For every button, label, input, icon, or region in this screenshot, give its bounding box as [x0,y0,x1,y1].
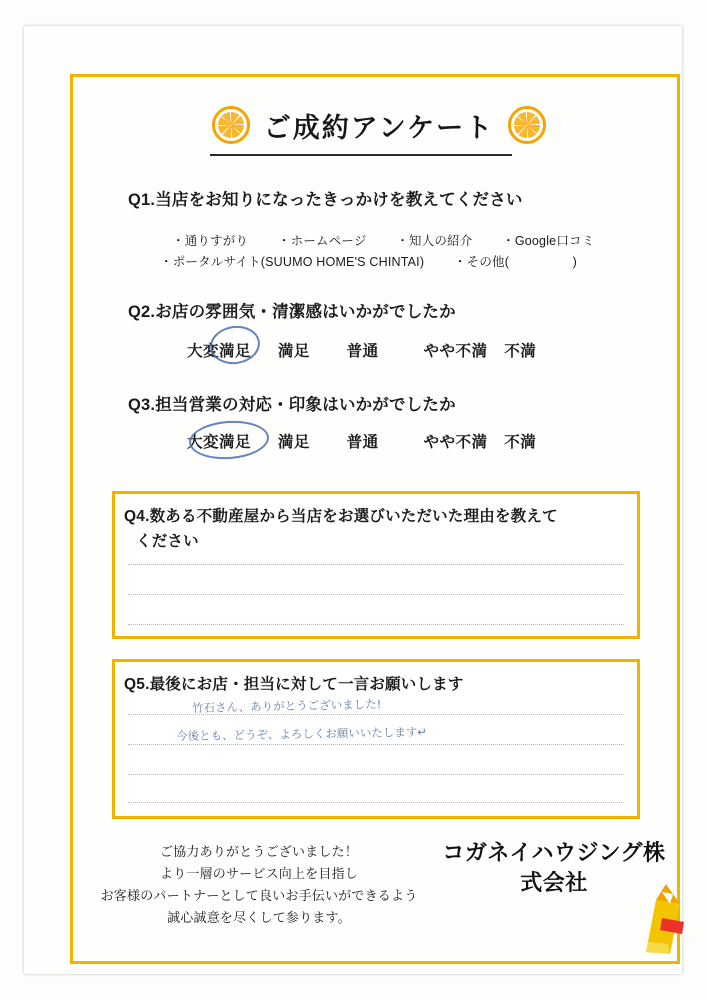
q1-option-portal-site[interactable]: ・ポータルサイト(SUUMO HOME'S CHINTAI) [160,255,425,269]
question-3-scale [187,430,554,452]
footer-message-line3: お客様のパートナーとして良いお手伝いができるよう [100,888,418,903]
orange-slice-icon [212,106,250,144]
question-1-options-row2 [160,252,603,270]
question-3-heading: Q3.担当営業の対応・印象はいかがでしたか [128,396,456,414]
q5-writing-line [128,802,624,803]
q2-scale-very-satisfied[interactable]: 大変満足 [187,343,252,360]
question-5-heading: Q5.最後にお店・担当に対して一言お願いします [124,676,464,693]
pencil-icon [640,882,696,954]
q5-handwritten-line2: 今後とも、どうぞ、よろしくお願いいたします↵ [175,724,428,744]
question-1-heading: Q1.当店をお知りになったきっかけを教えてください [128,191,523,209]
company-name-line2: 式会社 [520,870,588,895]
footer-thank-you-message [94,841,424,929]
footer-message-line1: ご協力ありがとうございました！ [159,844,358,859]
q1-option-other[interactable]: ・その他( ) [453,255,577,269]
q2-scale-satisfied[interactable]: 満足 [277,343,310,360]
q5-handwritten-line1: 竹石さん、ありがとうございました! [191,697,382,715]
page-title-row [199,100,559,150]
q5-writing-line [128,774,624,775]
company-name-line1: コガネイハウジング株 [442,840,666,865]
q3-scale-neutral[interactable]: 普通 [346,434,379,451]
question-2-heading: Q2.お店の雰囲気・清潔感はいかがでしたか [128,303,456,321]
q2-scale-dissatisfied[interactable]: 不満 [504,343,537,360]
q3-scale-satisfied[interactable]: 満足 [277,434,310,451]
orange-slice-icon [508,106,546,144]
q3-scale-very-satisfied[interactable]: 大変満足 [187,434,252,451]
q2-scale-somewhat-dissatisfied[interactable]: やや不満 [423,343,488,360]
footer-message-line2: より一層のサービス向上を目指し [159,866,358,881]
question-4-heading-line1: Q4.数ある不動産屋から当店をお選びいただいた理由を教えて [124,508,558,525]
q1-option-passerby[interactable]: ・通りすがり [172,234,249,248]
question-1-options-row1 [172,231,620,249]
q5-writing-line [128,744,624,745]
question-2-scale [187,339,554,361]
q1-option-google-review[interactable]: ・Google口コミ [502,234,595,248]
q3-scale-somewhat-dissatisfied[interactable]: やや不満 [423,434,488,451]
q4-writing-line [128,624,624,625]
paper-sheet [24,26,682,974]
page-title: ご成約アンケート [263,112,495,143]
q3-scale-dissatisfied[interactable]: 不満 [504,434,537,451]
q4-writing-line [128,564,624,565]
footer-message-line4: 誠心誠意を尽くして参ります。 [167,910,351,925]
title-underline [210,154,512,156]
q4-writing-line [128,594,624,595]
question-4-heading-line2: ください [136,533,199,550]
q1-option-homepage[interactable]: ・ホームページ [277,234,367,248]
q2-scale-neutral[interactable]: 普通 [346,343,379,360]
q1-option-referral[interactable]: ・知人の紹介 [396,234,473,248]
